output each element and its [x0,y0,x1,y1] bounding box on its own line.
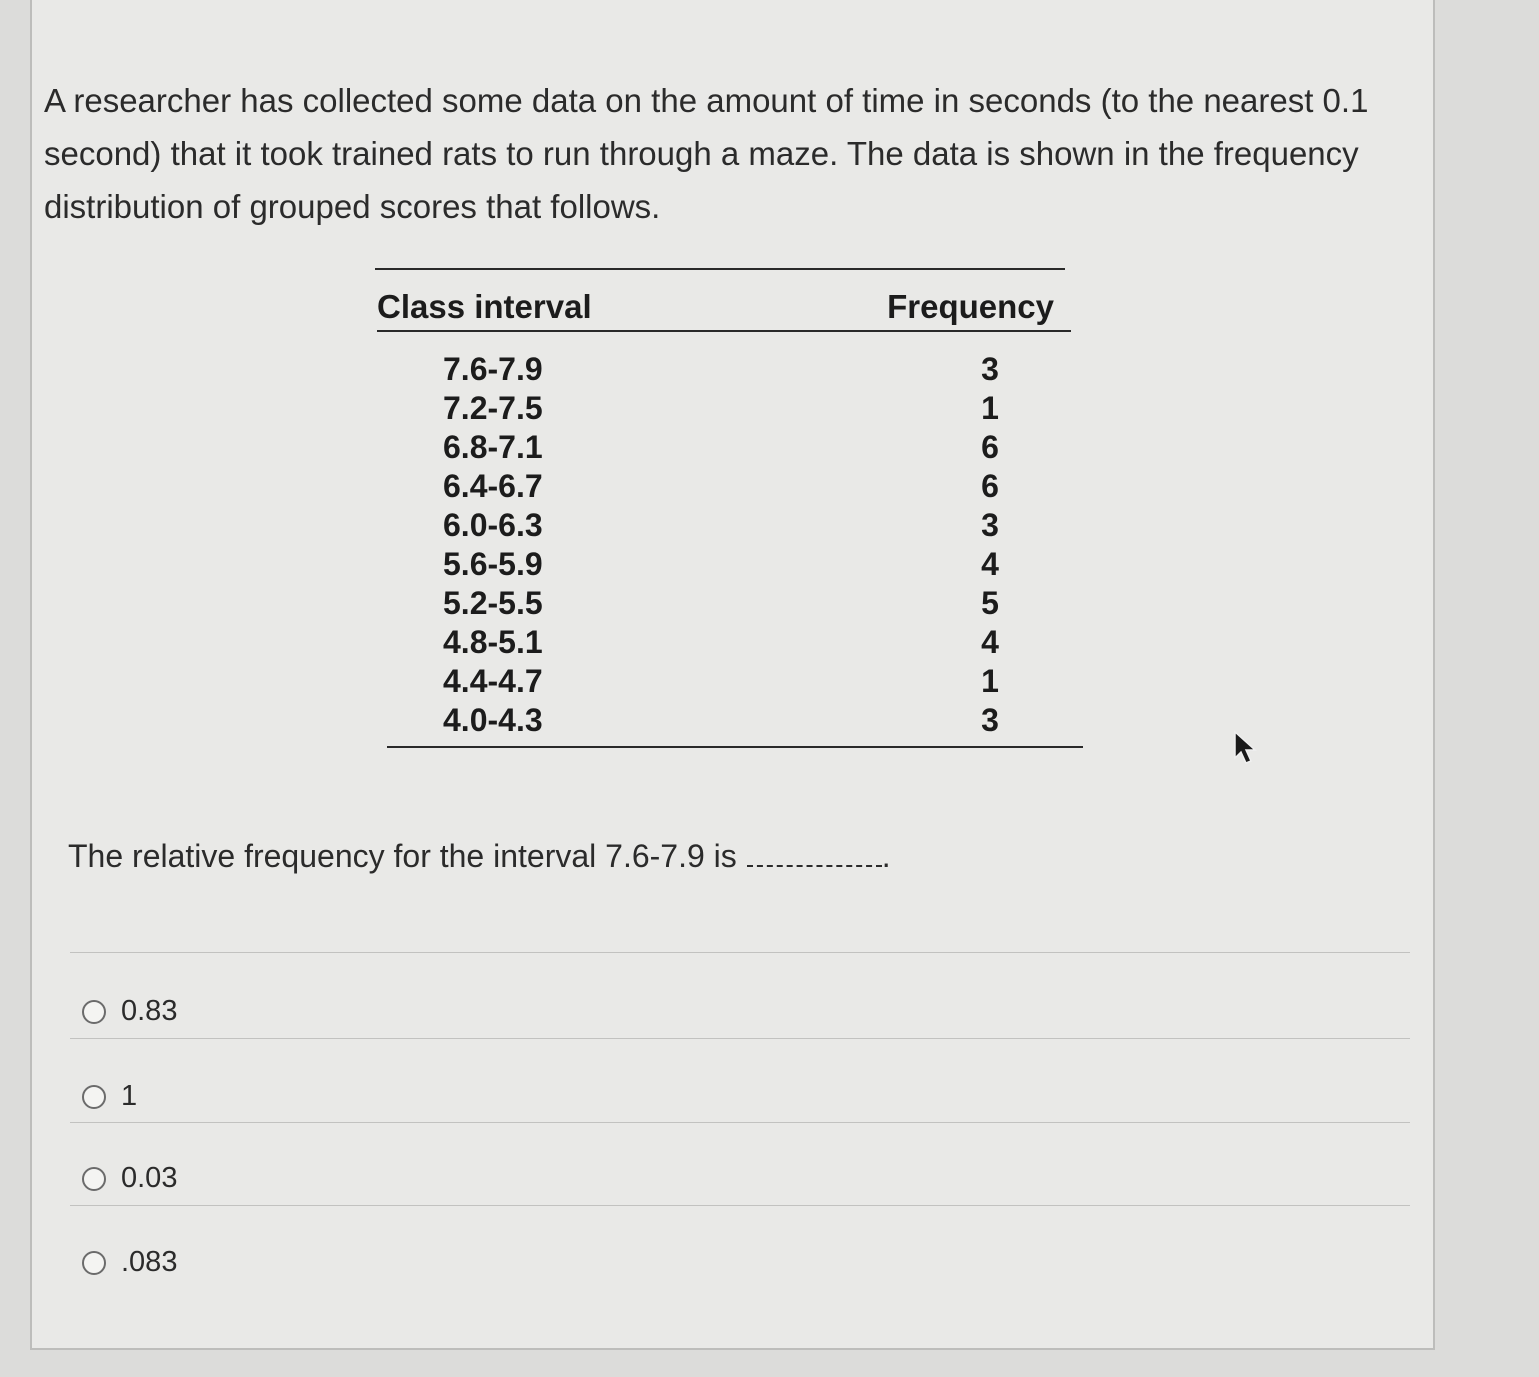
question-stem-text: The relative frequency for the interval 7.6-7.9 is [68,838,737,874]
mouse-pointer-icon [1232,730,1258,766]
option-0-83[interactable] [82,995,177,1028]
frequency-cell: 3 [981,351,999,387]
radio-unselected-icon[interactable] [82,1167,106,1191]
stem-period: . [881,838,891,874]
option-083[interactable] [82,1246,177,1279]
question-card [30,0,1435,1350]
header-frequency: Frequency [887,288,1054,325]
divider [70,1122,1410,1123]
header-class-interval: Class interval [377,288,592,325]
answer-blank [747,865,882,867]
divider [70,952,1410,953]
question-prompt: A researcher has collected some data on the amount of time in seconds (to the nearest 0.1 second) that it took trained rats to run through a maze. The data is shown in the frequency distribution of grouped scores that follows. [44,82,1369,225]
table-top-rule [375,268,1065,270]
option-0-03[interactable] [82,1162,177,1195]
frequency-cell: 6 [981,468,999,504]
frequency-cell: 1 [981,390,999,426]
interval-cell: 4.8-5.1 [443,624,543,660]
interval-cell: 5.2-5.5 [443,585,543,621]
divider [70,1205,1410,1206]
frequency-cell: 1 [981,663,999,699]
radio-unselected-icon[interactable] [82,1000,106,1024]
frequency-cell: 4 [981,546,999,582]
radio-unselected-icon[interactable] [82,1251,106,1275]
interval-cell: 6.0-6.3 [443,507,543,543]
interval-cell: 4.4-4.7 [443,663,543,699]
interval-cell: 4.0-4.3 [443,702,543,738]
interval-cell: 5.6-5.9 [443,546,543,582]
frequency-column [975,350,1005,740]
frequency-cell: 3 [981,507,999,543]
table-bottom-rule [387,746,1083,748]
option-label: 0.83 [121,995,178,1027]
radio-unselected-icon[interactable] [82,1085,106,1109]
divider [70,1038,1410,1039]
interval-cell: 7.6-7.9 [443,351,543,387]
table-header-rule [377,330,1071,332]
option-label: 0.03 [121,1162,178,1194]
frequency-cell: 6 [981,429,999,465]
frequency-cell: 4 [981,624,999,660]
option-label: 1 [121,1080,138,1112]
option-label: .083 [121,1246,178,1278]
question-stem [68,838,891,875]
interval-cell: 6.4-6.7 [443,468,543,504]
frequency-cell: 3 [981,702,999,738]
interval-cell: 6.8-7.1 [443,429,543,465]
option-1[interactable] [82,1080,137,1113]
class-interval-column [443,350,543,740]
interval-cell: 7.2-7.5 [443,390,543,426]
frequency-cell: 5 [981,585,999,621]
